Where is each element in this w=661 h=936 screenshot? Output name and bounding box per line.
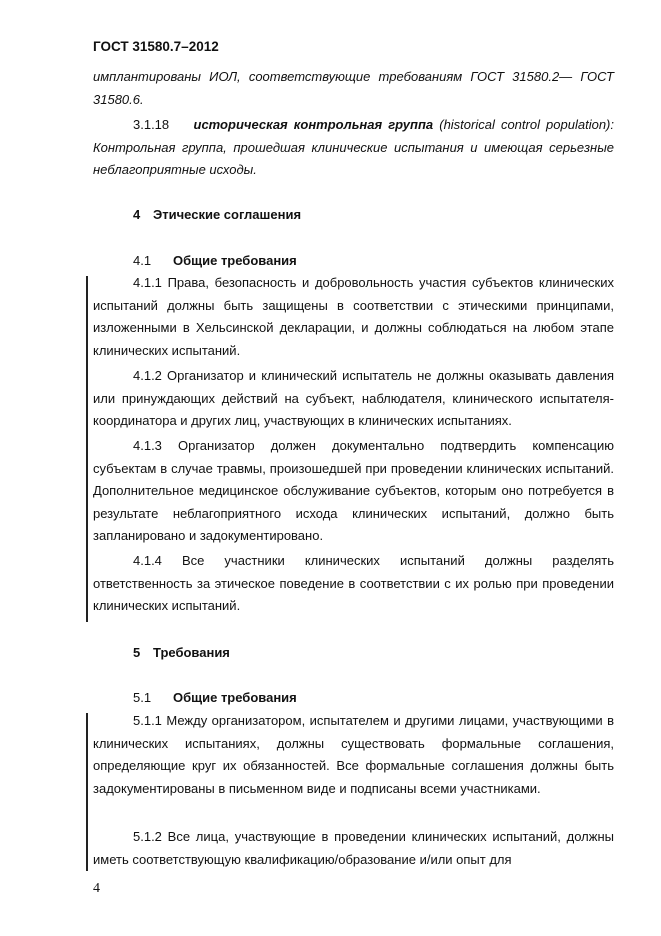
subsection-4-1-title: Общие требования [173, 253, 297, 268]
page-number: 4 [93, 881, 100, 896]
definition-text: (historical control population): Контрольная группа, прошедшая клинические испытания и имеющая серьезные неблагоприятные исходы. [93, 117, 614, 178]
paragraph-5-1-2: 5.1.2 Все лица, участвующие в проведении клинических испытаний, должны иметь соответствующую квалификацию/образование и/или опыт для [93, 829, 614, 867]
subsection-5-1-number: 5.1 [133, 690, 152, 705]
section-5-number: 5 [133, 645, 141, 660]
section-4-title: Этические соглашения [153, 207, 302, 222]
standard-header: ГОСТ 31580.7–2012 [93, 39, 219, 54]
section-5-title: Требования [153, 645, 230, 660]
section-4-number: 4 [133, 207, 141, 222]
definition-number: 3.1.18 [133, 117, 170, 132]
section-4-heading [133, 207, 301, 222]
section-5-heading [133, 645, 230, 660]
subsection-5-1-title: Общие требования [173, 690, 297, 705]
paragraph-5-1-1: 5.1.1 Между организатором, испытателем и другими лицами, участвующими в клинических испытаниях, должны существовать формальные соглашения, определяющие круг их обязанностей. Все формальные соглашения должны быть задокументированы в письменном виде и подписаны всеми участниками. [93, 713, 614, 796]
definition-term: историческая контрольная группа [193, 117, 434, 132]
change-bar-section-5 [86, 713, 88, 871]
change-bar-section-4 [86, 276, 88, 622]
definition-3-1-18 [93, 114, 614, 182]
paragraph-4-1-3: 4.1.3 Организатор должен документально подтвердить компенсацию субъектам в случае травмы, произошедшей при проведении клинических испытаний. Дополнительное медицинское обслуживание субъектов, которым оно потребуется в результате неблагоприятного исхода клинических испытаний, должно быть запланировано и задокументировано. [93, 438, 614, 544]
subsection-4-1-number: 4.1 [133, 253, 152, 268]
subsection-5-1-heading [133, 690, 297, 705]
paragraph-4-1-4: 4.1.4 Все участники клинических испытаний должны разделять ответственность за этическое поведение в соответствии с их ролью при проведении клинических испытаний. [93, 553, 614, 614]
subsection-4-1-heading [133, 253, 297, 268]
paragraph-4-1-2: 4.1.2 Организатор и клинический испытатель не должны оказывать давления или принуждающих действий на субъект, наблюдателя, клинического испытателя-координатора и других лиц, участвующих в клинических испытаниях. [93, 368, 614, 429]
paragraph-4-1-1: 4.1.1 Права, безопасность и добровольность участия субъектов клинических испытаний должны быть защищены в соответствии с этическими принципами, изложенными в Хельсинской декларации, и должны соблюдаться на любом этапе клинических испытаний. [93, 275, 614, 358]
intro-continuation: имплантированы ИОЛ, соответствующие требованиям ГОСТ 31580.2— ГОСТ 31580.6. [93, 69, 614, 107]
